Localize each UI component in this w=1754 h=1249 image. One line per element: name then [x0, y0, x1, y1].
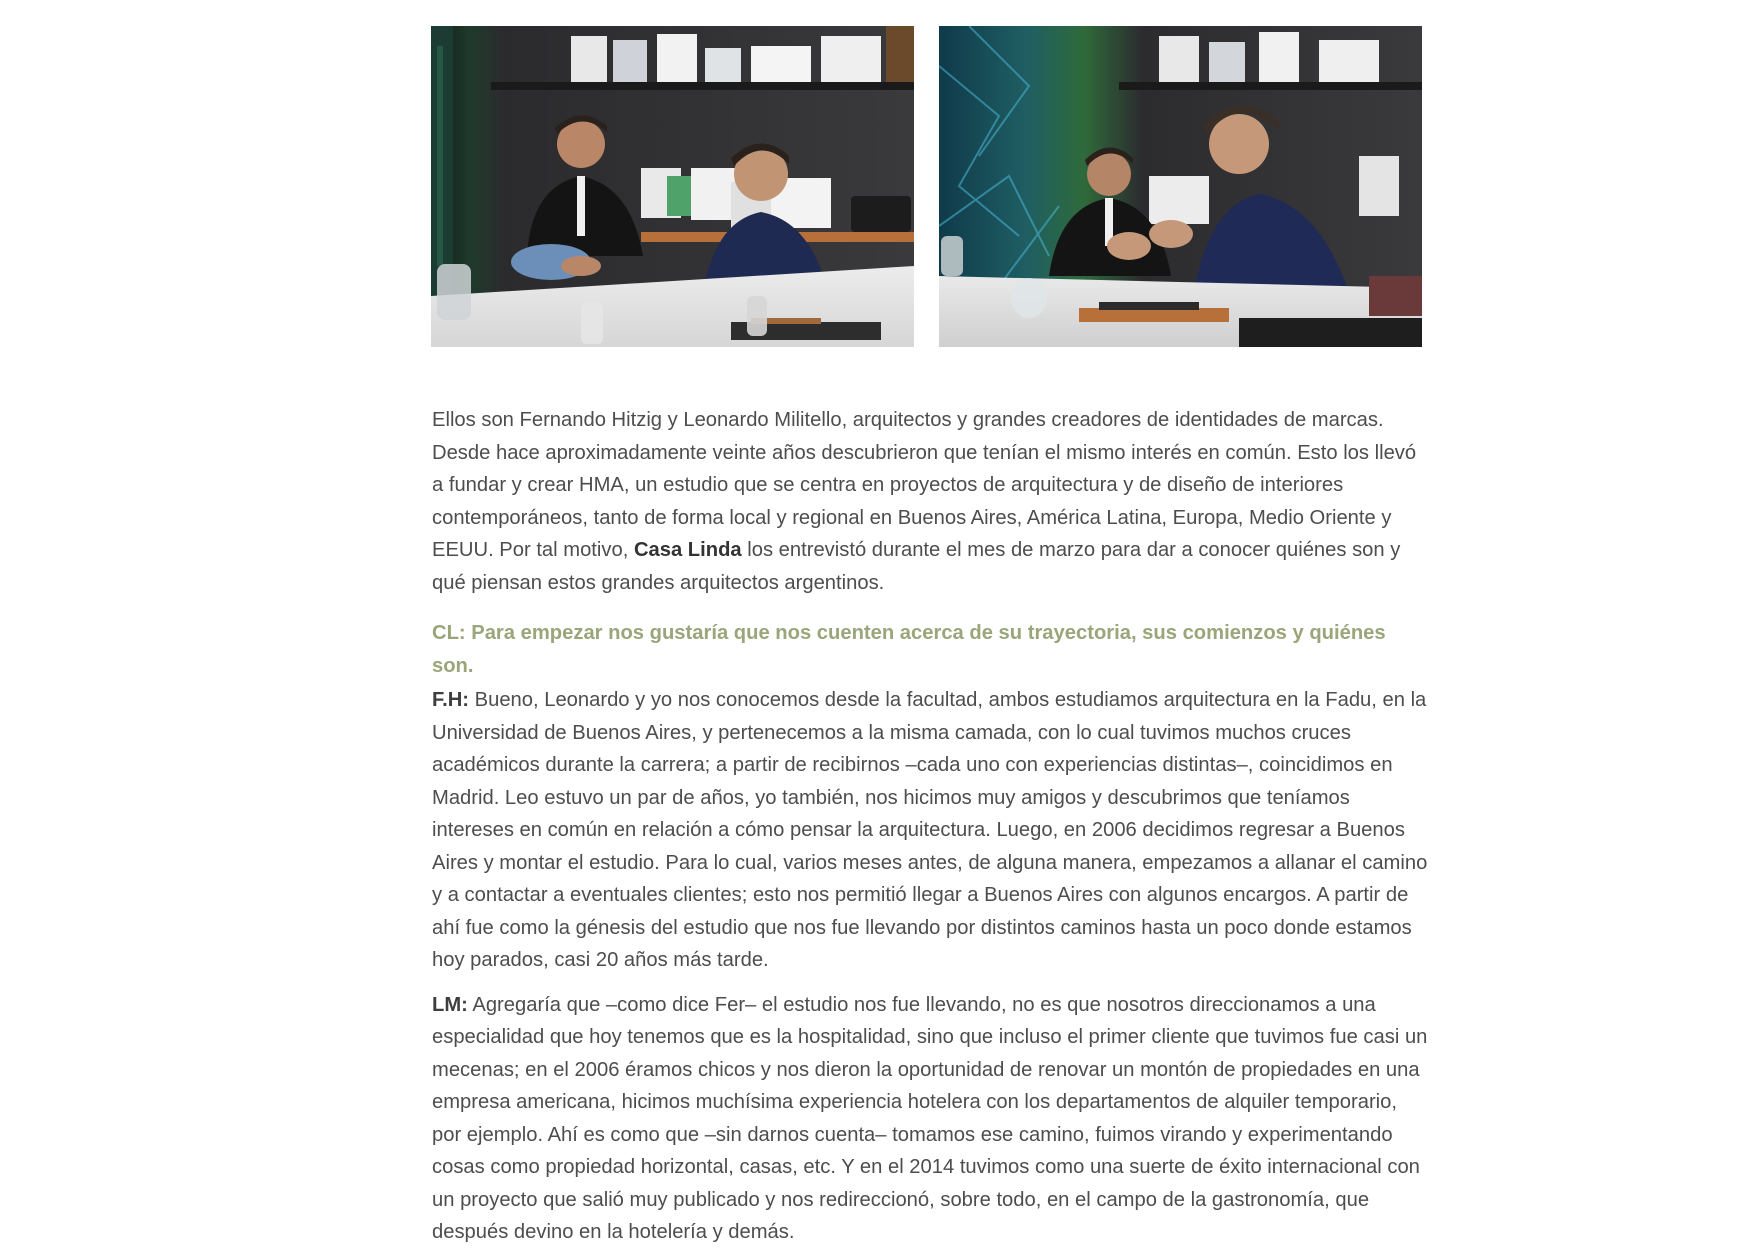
interview-photo-right[interactable]	[939, 26, 1422, 347]
answer-fh-paragraph	[432, 684, 1428, 977]
photo-gallery	[431, 26, 1421, 347]
magazine-name: Casa Linda	[633, 539, 742, 561]
answer-fh-text: Bueno, Leonardo y yo nos conocemos desde la facultad, ambos estudiamos arquitectura en la Fadu, en la Universidad de Buenos Aires, y pertenecemos a la misma camada, con lo cual tuvimos muchos cruces académicos durante la carrera; a partir de recibirnos –cada uno con experiencias distintas–, coincidimos en Madrid. Leo estuvo un par de años, yo también, nos hicimos muy amigos y descubrimos que teníamos intereses en común en relación a cómo pensar la arquitectura. Luego, en 2006 decidimos regresar a Buenos Aires y montar el estudio. Para lo cual, varios meses antes, de alguna manera, empezamos a allanar el camino y a contactar a eventuales clientes; esto nos permitió llegar a Buenos Aires con algunos encargos. A partir de ahí fue como la génesis del estudio que nos fue llevando por distintos caminos hasta un poco donde estamos hoy parados, casi 20 años más tarde.	[432, 689, 1428, 971]
intro-text-before: Ellos son Fernando Hitzig y Leonardo Militello, arquitectos y grandes creadores de identidades de marcas. Desde hace aproximadamente veinte años descubrieron que tenían el mismo interés en común. Esto los llevó a fundar y crear HMA, un estudio que se centra en proyectos de arquitectura y de diseño de interiores contemporáneos, tanto de forma local y regional en Buenos Aires, América Latina, Europa, Medio Oriente y EEUU. Por tal motivo,	[432, 409, 1417, 561]
interview-photo-left[interactable]	[431, 26, 914, 347]
answer-lm-paragraph	[432, 989, 1428, 1249]
answer-lm-text: Agregaría que –como dice Fer– el estudio nos fue llevando, no es que nosotros direccionamos a una especialidad que hoy tenemos que es la hospitalidad, sino que incluso el primer cliente que tuvimos fue casi un mecenas; en el 2006 éramos chicos y nos dieron la oportunidad de renovar un montón de propiedades en una empresa americana, hicimos muchísima experiencia hotelera con los departamentos de alquiler temporario, por ejemplo. Ahí es como que –sin darnos cuenta– tomamos ese camino, fuimos virando y experimentando cosas como propiedad horizontal, casas, etc. Y en el 2014 tuvimos como una suerte de éxito internacional con un proyecto que salió muy publicado y nos redireccionó, sobre todo, en el campo de la gastronomía, que después devino en la hotelería y demás.	[432, 993, 1428, 1243]
speaker-label-lm: LM:	[432, 993, 468, 1016]
speaker-label-fh: F.H:	[432, 689, 470, 711]
interview-photo-1-image	[431, 26, 914, 347]
interview-question: CL: Para empezar nos gustaría que nos cuenten acerca de su trayectoria, sus comienzos y quiénes son.	[432, 622, 1386, 677]
article-body	[432, 404, 1428, 1249]
intro-paragraph	[432, 404, 1428, 599]
intro-text-after: los entrevistó durante el mes de marzo para dar a conocer quiénes son y qué piensan estos grandes arquitectos argentinos.	[432, 539, 1401, 594]
interview-photo-2-image	[939, 26, 1422, 347]
